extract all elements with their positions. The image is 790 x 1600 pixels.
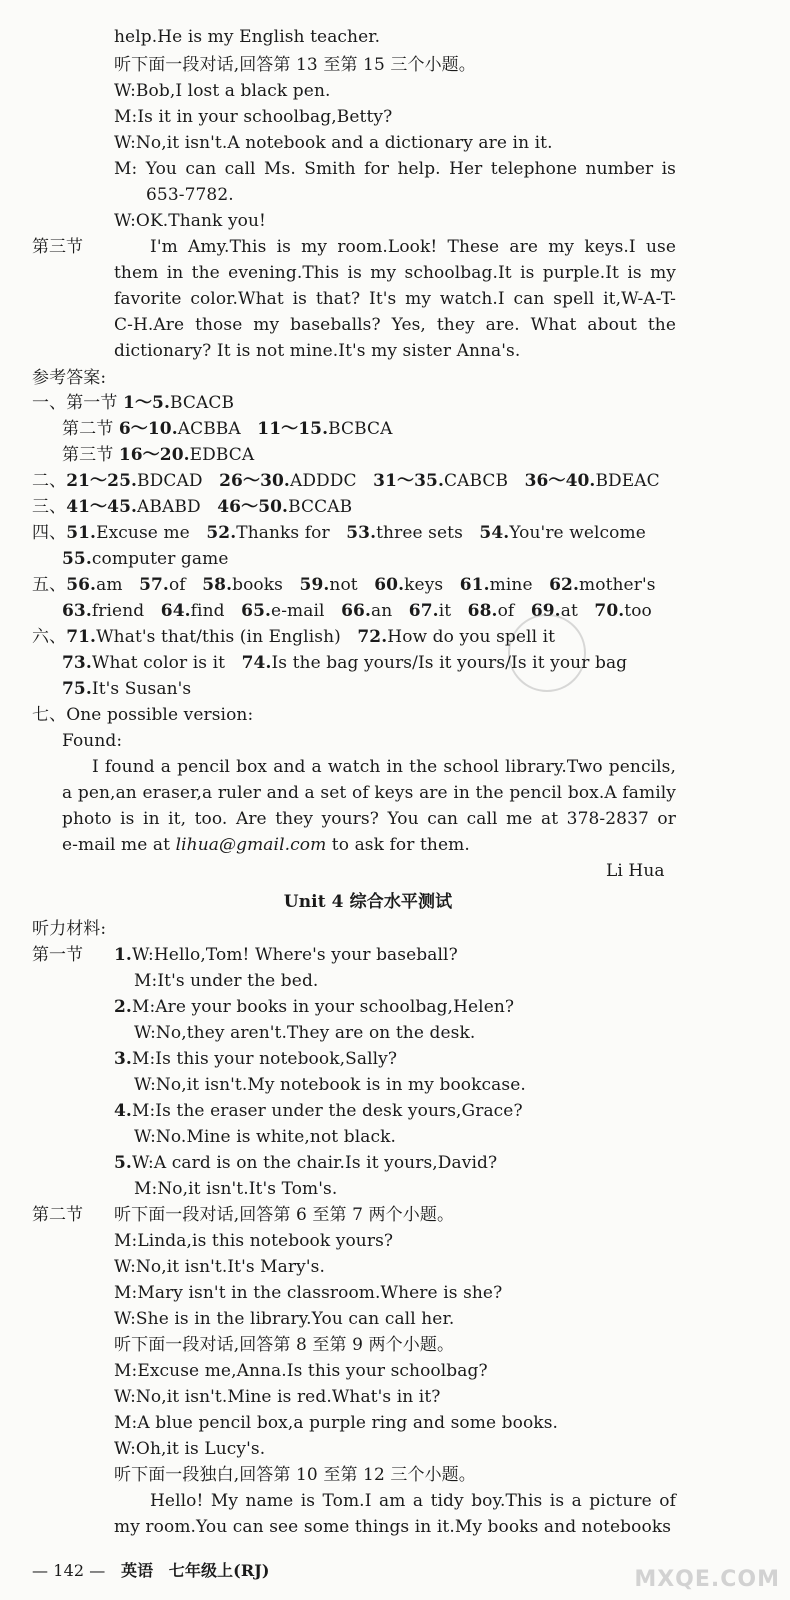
text-line: 听下面一段对话,回答第 13 至第 15 三个小题。 — [114, 55, 476, 75]
answer-row: 四、51.Excuse me 52.Thanks for 53.three sets 54.You're welcome — [32, 523, 646, 543]
text-line: W:Bob,I lost a black pen. — [114, 81, 331, 101]
text-line: W:She is in the library.You can call her. — [114, 1309, 455, 1329]
text-line: a pen,an eraser,a ruler and a set of keys are in the pencil box.A family — [62, 783, 676, 803]
text-line: 5.W:A card is on the chair.Is it yours,David? — [114, 1153, 498, 1173]
page-footer — [32, 1560, 270, 1582]
text-line: M: You can call Ms. Smith for help. Her telephone number is — [114, 159, 676, 179]
answer-row: 六、71.What's that/this (in English) 72.How do you spell it — [32, 627, 556, 647]
answer-row: 第三节 16～20.EDBCA — [62, 445, 255, 465]
answer-row: 73.What color is it 74.Is the bag yours/Is it yours/Is it your bag — [62, 653, 628, 673]
text-line: W:No,they aren't.They are on the desk. — [134, 1023, 476, 1043]
listening-title: 听力材料: — [32, 919, 107, 939]
text-line: dictionary? It is not mine.It's my sister Anna's. — [114, 341, 521, 361]
watermark-logo: MXQE.COM — [634, 1567, 780, 1592]
subject-label: 英语 — [120, 1561, 154, 1580]
answers-title: 参考答案: — [32, 368, 107, 388]
text-line: them in the evening.This is my schoolbag.It is purple.It is my — [114, 263, 676, 283]
text-line: Hello! My name is Tom.I am a tidy boy.This is a picture of — [150, 1491, 676, 1511]
signature-text: Li Hua — [606, 861, 665, 881]
text-line: 653-7782. — [146, 185, 234, 205]
text-line: W:OK.Thank you! — [114, 211, 266, 231]
text-line: W:No,it isn't.My notebook is in my bookcase. — [134, 1075, 526, 1095]
text-line: 4.M:Is the eraser under the desk yours,Grace? — [114, 1101, 523, 1121]
text-line: W:Oh,it is Lucy's. — [114, 1439, 266, 1459]
answer-row: 75.It's Susan's — [62, 679, 192, 699]
section-label: 第二节 — [32, 1205, 83, 1225]
text-line: 2.M:Are your books in your schoolbag,Helen? — [114, 997, 515, 1017]
email-text: lihua@gmail.com — [175, 835, 327, 855]
text-line: I'm Amy.This is my room.Look! These are my keys.I use — [150, 237, 676, 257]
text-line: M:A blue pencil box,a purple ring and some books. — [114, 1413, 559, 1433]
page-number: — 142 — — [32, 1561, 106, 1580]
essay-title: Found: — [62, 731, 123, 751]
text-line: my room.You can see some things in it.My books and notebooks — [114, 1517, 672, 1537]
text-line: help.He is my English teacher. — [114, 27, 381, 47]
text-line: 听下面一段对话,回答第 8 至第 9 两个小题。 — [114, 1335, 455, 1355]
answer-row: 第二节 6～10.ACBBA 11～15.BCBCA — [62, 419, 393, 439]
grade-label: 七年级上(RJ) — [168, 1561, 270, 1580]
text-line: W:No.Mine is white,not black. — [134, 1127, 396, 1147]
text-line: M:Excuse me,Anna.Is this your schoolbag? — [114, 1361, 488, 1381]
text-line: M:No,it isn't.It's Tom's. — [134, 1179, 338, 1199]
answer-row: 七、One possible version: — [32, 705, 254, 725]
text-line: 听下面一段对话,回答第 6 至第 7 两个小题。 — [114, 1205, 455, 1225]
text-line: W:No,it isn't.Mine is red.What's in it? — [114, 1387, 441, 1407]
text-line: 3.M:Is this your notebook,Sally? — [114, 1049, 398, 1069]
text-line: 1.W:Hello,Tom! Where's your baseball? — [114, 945, 458, 965]
text-line: C-H.Are those my baseballs? Yes, they are. What about the — [114, 315, 676, 335]
text-line: photo is in it, too. Are they yours? You can call me at 378-2837 or — [62, 809, 676, 829]
text-line: I found a pencil box and a watch in the school library.Two pencils, — [92, 757, 676, 777]
text-line: favorite color.What is that? It's my watch.I can spell it,W-A-T- — [114, 289, 676, 309]
section-label: 第三节 — [32, 237, 83, 257]
text-line: M:It's under the bed. — [134, 971, 319, 991]
answer-row: 三、41～45.ABABD 46～50.BCCAB — [32, 497, 353, 517]
text-line: 听下面一段独白,回答第 10 至第 12 三个小题。 — [114, 1465, 476, 1485]
text-line: e-mail me at lihua@gmail.com to ask for them. — [62, 835, 470, 855]
answer-row: 五、56.am 57.of 58.books 59.not 60.keys 61.mine 62.mother's — [32, 575, 656, 595]
text-line: M:Linda,is this notebook yours? — [114, 1231, 394, 1251]
answer-row: 63.friend 64.find 65.e-mail 66.an 67.it 68.of 69.at 70.too — [62, 601, 652, 621]
answer-row: 55.computer game — [62, 549, 229, 569]
text-line: M:Is it in your schoolbag,Betty? — [114, 107, 393, 127]
text-line: W:No,it isn't.It's Mary's. — [114, 1257, 325, 1277]
section-label: 第一节 — [32, 945, 83, 965]
text-line: M:Mary isn't in the classroom.Where is she? — [114, 1283, 503, 1303]
unit-heading: Unit 4 综合水平测试 — [283, 892, 453, 912]
answer-row: 一、第一节 1～5.BCACB — [32, 393, 235, 413]
answer-row: 二、21～25.BDCAD 26～30.ADDDC 31～35.CABCB 36～40.BDEAC — [32, 471, 660, 491]
text-line: W:No,it isn't.A notebook and a dictionary are in it. — [114, 133, 553, 153]
